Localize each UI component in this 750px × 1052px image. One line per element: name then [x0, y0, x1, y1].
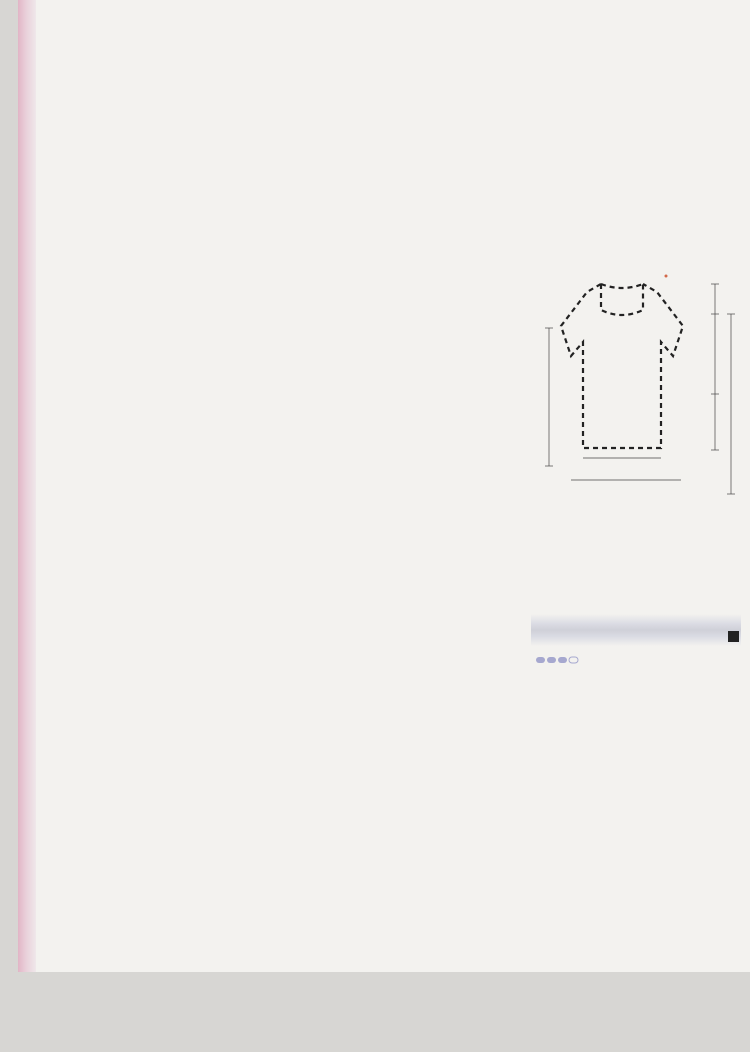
yarn-fibers	[531, 614, 741, 646]
page-spine-shadow	[18, 0, 36, 972]
materials	[531, 706, 743, 716]
cable-chart	[316, 240, 476, 580]
sweater-schematic	[531, 270, 743, 502]
schematic-drawing	[531, 270, 743, 502]
stitch-key	[345, 597, 515, 605]
yarn-swatch	[531, 614, 741, 646]
skill-badge	[728, 631, 739, 642]
knitted-measurements	[531, 673, 743, 683]
gauge	[531, 808, 743, 818]
skill-level-dots	[536, 656, 586, 664]
short-row-wrap	[531, 867, 743, 877]
column-1	[64, 52, 292, 57]
